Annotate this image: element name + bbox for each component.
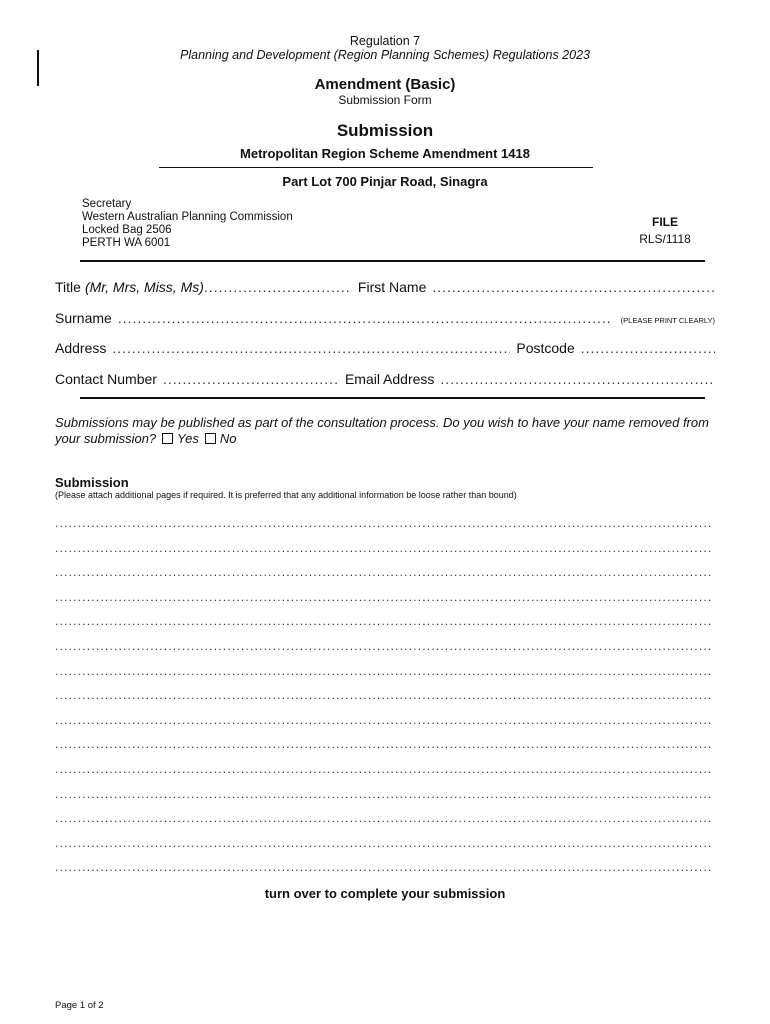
site-location: Part Lot 700 Pinjar Road, Sinagra bbox=[282, 174, 488, 189]
surname-field[interactable] bbox=[118, 310, 611, 326]
recipient-line: Locked Bag 2506 bbox=[82, 224, 172, 236]
regulation-label: Regulation 7 bbox=[349, 34, 421, 48]
recipient-line: Secretary bbox=[82, 198, 132, 210]
no-label: No bbox=[219, 431, 237, 446]
file-label: FILE bbox=[652, 215, 678, 229]
file-reference bbox=[600, 214, 730, 248]
address-label: Address bbox=[55, 340, 107, 356]
title-divider bbox=[159, 167, 593, 168]
submission-write-line[interactable] bbox=[55, 836, 712, 850]
recipient-line: Western Australian Planning Commission bbox=[82, 211, 293, 223]
address-field[interactable] bbox=[112, 340, 510, 356]
surname-row bbox=[55, 310, 715, 326]
submission-write-line[interactable] bbox=[55, 737, 712, 751]
recipient-line: PERTH WA 6001 bbox=[82, 237, 171, 249]
section-divider bbox=[80, 260, 705, 262]
yes-checkbox[interactable] bbox=[162, 433, 173, 444]
amendment-type: Amendment (Basic) bbox=[314, 76, 456, 93]
submission-write-line[interactable] bbox=[55, 516, 712, 530]
submission-write-line[interactable] bbox=[55, 860, 712, 874]
first-name-field[interactable] bbox=[432, 279, 715, 295]
print-clearly-note: (PLEASE PRINT CLEARLY) bbox=[620, 316, 715, 325]
submission-write-line[interactable] bbox=[55, 787, 712, 801]
email-label: Email Address bbox=[344, 371, 435, 387]
submission-write-line[interactable] bbox=[55, 664, 712, 678]
submission-write-line[interactable] bbox=[55, 541, 712, 555]
title-label: Title bbox=[55, 279, 81, 295]
submission-note: (Please attach additional pages if required. It is preferred that any additional information be loose rather than bound) bbox=[55, 490, 517, 500]
contact-label: Contact Number bbox=[55, 371, 157, 387]
page-number: Page 1 of 2 bbox=[55, 1000, 104, 1011]
submission-write-line[interactable] bbox=[55, 713, 712, 727]
submission-write-line[interactable] bbox=[55, 614, 712, 628]
title-options: (Mr, Mrs, Miss, Ms) bbox=[84, 279, 204, 295]
contact-row bbox=[55, 371, 715, 387]
submission-write-line[interactable] bbox=[55, 590, 712, 604]
page-title: Submission bbox=[336, 121, 434, 140]
first-name-label: First Name bbox=[357, 279, 427, 295]
title-name-row bbox=[55, 279, 715, 295]
title-field[interactable] bbox=[204, 279, 352, 295]
form-name: Submission Form bbox=[338, 93, 432, 107]
turn-over-note: turn over to complete your submission bbox=[264, 886, 506, 901]
recipient-address bbox=[82, 198, 293, 250]
submission-heading: Submission bbox=[55, 475, 129, 490]
email-field[interactable] bbox=[440, 371, 715, 387]
yes-label: Yes bbox=[177, 431, 199, 446]
regulations-title: Planning and Development (Region Planning Schemes) Regulations 2023 bbox=[180, 48, 590, 62]
publish-question bbox=[55, 415, 715, 447]
postcode-label: Postcode bbox=[516, 340, 575, 356]
no-checkbox[interactable] bbox=[205, 433, 216, 444]
submission-write-line[interactable] bbox=[55, 811, 712, 825]
submission-write-line[interactable] bbox=[55, 639, 712, 653]
contact-field[interactable] bbox=[163, 371, 339, 387]
address-row bbox=[55, 340, 715, 356]
section-divider bbox=[80, 397, 705, 399]
submission-write-line[interactable] bbox=[55, 688, 712, 702]
publish-question-text: Submissions may be published as part of the consultation process. Do you wish to have your name removed from your submission? bbox=[55, 415, 709, 446]
scheme-amendment: Metropolitan Region Scheme Amendment 1418 bbox=[240, 146, 530, 161]
postcode-field[interactable] bbox=[581, 340, 715, 356]
submission-write-line[interactable] bbox=[55, 565, 712, 579]
surname-label: Surname bbox=[55, 310, 112, 326]
submission-write-line[interactable] bbox=[55, 762, 712, 776]
file-number: RLS/1118 bbox=[639, 232, 691, 246]
